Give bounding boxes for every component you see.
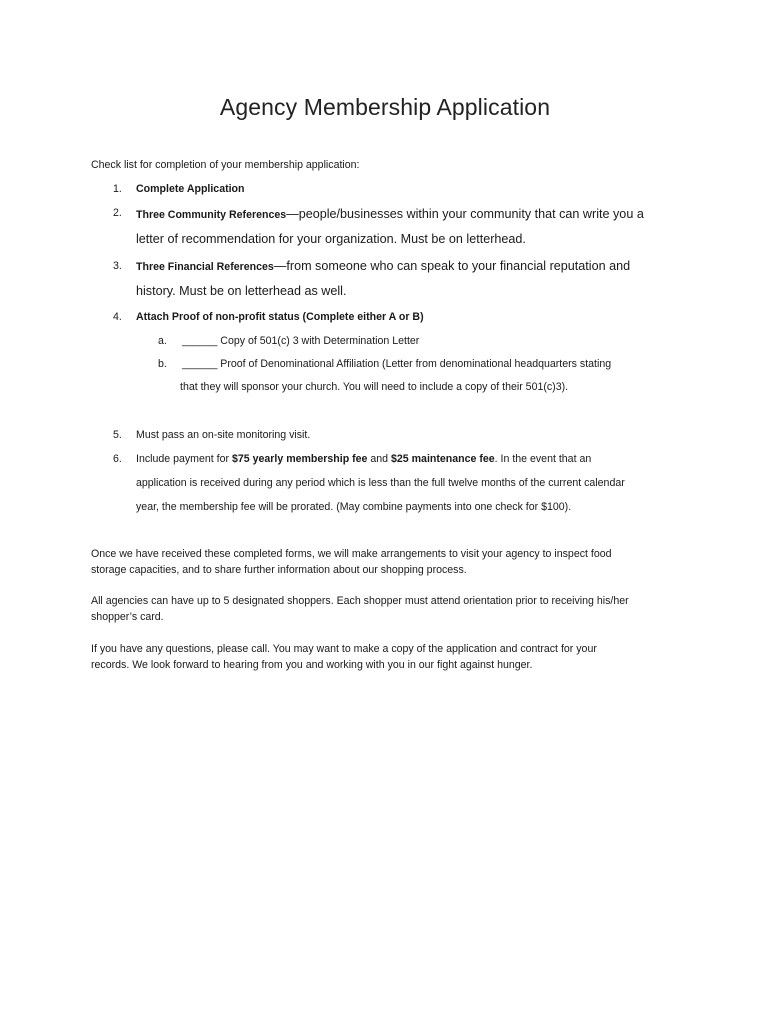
subitem-b-text-continued: that they will sponsor your church. You will need to include a copy of their 501(c)3).	[180, 381, 569, 393]
item-label: Three Community References	[136, 209, 287, 221]
item-number: 6.	[113, 453, 122, 465]
item-text: —people/businesses within your community that can write you a	[286, 207, 644, 221]
subitem-a-text: ______ Copy of 501(c) 3 with Determination Letter	[182, 335, 420, 347]
item-number: 5.	[113, 429, 122, 441]
checklist-item-4	[136, 310, 424, 324]
item-number: 4.	[113, 311, 122, 323]
checklist-item-3	[136, 258, 630, 274]
item-label: Attach Proof of non-profit status (Complete either A or B)	[136, 311, 424, 323]
item-text-continued: application is received during any period which is less than the full twelve months of the current calendar	[136, 477, 625, 489]
paragraph-line: shopper’s card.	[91, 611, 164, 623]
paragraph-line: records. We look forward to hearing from you and working with you in our fight against hunger.	[91, 659, 533, 671]
paragraph-line: If you have any questions, please call. You may want to make a copy of the application and contract for your	[91, 643, 597, 655]
item-text-continued: letter of recommendation for your organization. Must be on letterhead.	[136, 232, 526, 246]
subitem-letter: a.	[158, 335, 167, 347]
item-text: . In the event that an	[494, 453, 592, 465]
subitem-b-text: ______ Proof of Denominational Affiliation (Letter from denominational headquarters stating	[182, 358, 612, 370]
checklist-item-2	[136, 206, 644, 222]
paragraph-line: storage capacities, and to share further information about our shopping process.	[91, 564, 467, 576]
item-text-continued: year, the membership fee will be prorated. (May combine payments into one check for $100).	[136, 501, 572, 513]
item-text-continued: history. Must be on letterhead as well.	[136, 284, 347, 298]
item-text: Include payment for	[136, 453, 232, 465]
item-number: 1.	[113, 183, 122, 195]
page-title: Agency Membership Application	[219, 94, 551, 120]
item-number: 3.	[113, 260, 122, 272]
item-text: and	[367, 453, 392, 465]
paragraph-line: All agencies can have up to 5 designated shoppers. Each shopper must attend orientation prior to receiving his/her	[91, 595, 629, 607]
checklist-item-1	[136, 182, 245, 196]
membership-fee: $75 yearly membership fee	[232, 453, 368, 465]
paragraph-line: Once we have received these completed forms, we will make arrangements to visit your agency to inspect food	[91, 548, 612, 560]
maintenance-fee: $25 maintenance fee	[391, 453, 495, 465]
item-label: Complete Application	[136, 183, 245, 195]
subitem-letter: b.	[158, 358, 167, 370]
item-label: Three Financial References	[136, 261, 274, 273]
intro-text: Check list for completion of your membership application:	[91, 159, 360, 171]
item-number: 2.	[113, 207, 122, 219]
item-text: —from someone who can speak to your financial reputation and	[273, 259, 631, 273]
checklist-item-5: Must pass an on-site monitoring visit.	[136, 429, 311, 441]
checklist-item-6	[136, 452, 591, 466]
